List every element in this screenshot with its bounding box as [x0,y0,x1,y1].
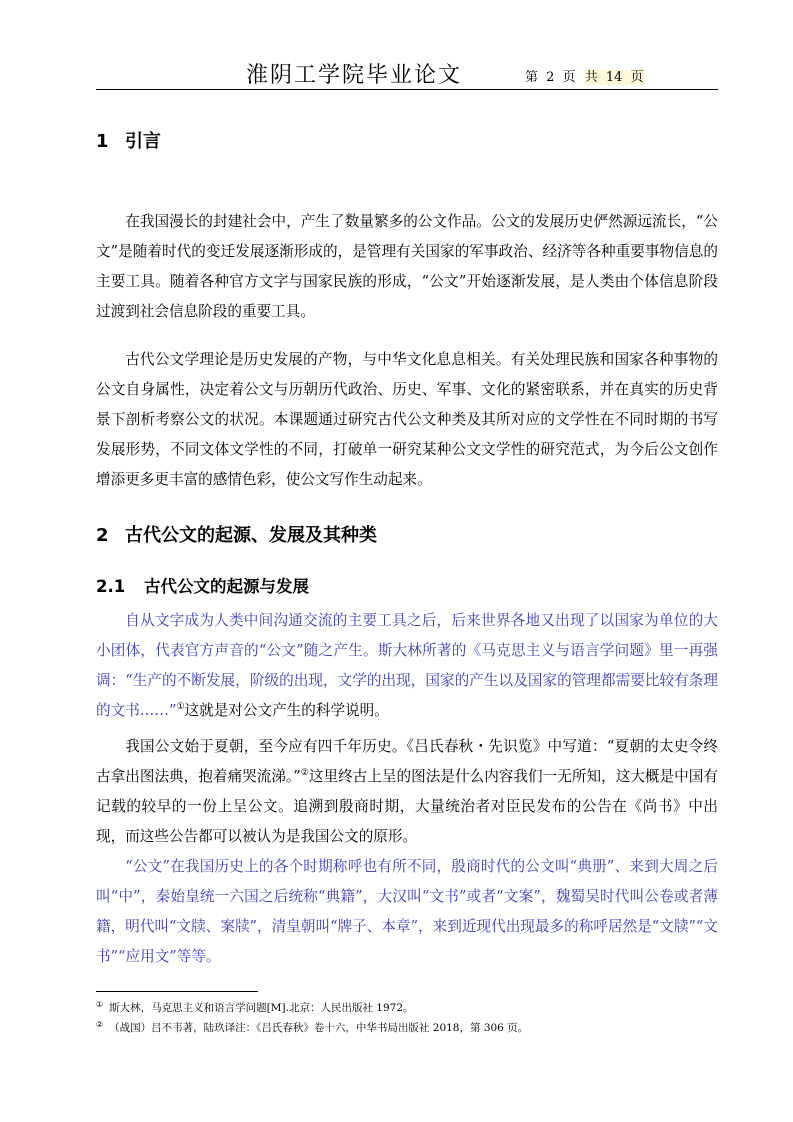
section-title: 古代公文的起源、发展及其种类 [125,525,377,546]
footnote-2 [96,1020,718,1035]
footnote-ref-1[interactable]: ① [176,702,185,712]
footnote-mark: ① [96,1000,104,1009]
subsection-title: 古代公文的起源与发展 [144,577,309,596]
page-header [96,58,718,90]
paragraph-3 [96,606,718,726]
highlighted-text: 自从文字成为人类中间沟通交流的主要工具之后，后来世界各地又出现了以国家为单位的大小团体，代表官方声音的“公文”随之产生。斯大林所著的《马克思主义与语言学问题》里一再强调：“生产的不断发展，阶级的出现，文学的出现，国家的产生以及国家的管理都需要比较有条理的文书……” [96,612,718,719]
footnote-mark: ② [96,1020,104,1029]
footnote-separator [96,991,258,992]
subsection-number: 2.1 [96,577,126,596]
section-number: 2 [96,525,109,546]
footnote-text: （战国）吕不韦著，陆玖译注：《吕氏春秋》卷十六，中华书局出版社 2018，第 306 页。 [109,1022,529,1034]
footnote-ref-2[interactable]: ② [300,768,309,778]
paragraph-2: 古代公文学理论是历史发展的产物，与中华文化息息相关。有关处理民族和国家各种事物的公文自身属性，决定着公文与历朝历代政治、历史、军事、文化的紧密联系，并在真实的历史背景下剖析考察公文的状况。本课题通过研究古代公文种类及其所对应的文学性在不同时期的书写发展形势，不同文体文学性的不同，打破单一研究某种公文文学性的研究范式，为今后公文创作增添更多更丰富的感情色彩，使公文写作生动起来。 [96,351,718,488]
current-page: 第 2 页 [525,70,576,85]
section-heading-1 [96,127,161,153]
section-heading-2 [96,521,377,547]
paragraph-text: 这里终古上呈的图法是什么内容我们一无所知，这大概是中国有记载的较早的一份上呈公文。追溯到殷商时期，大量统治者对臣民发布的公告在《尚书》中出现，而这些公告都可以被认为是我国公文的原形。 [96,768,718,845]
footnote-1 [96,1000,718,1015]
paragraph-5: “公文”在我国历史上的各个时期称呼也有所不同，殷商时代的公文叫“典册”、来到大周之后叫“中”，秦始皇统一六国之后统称“典籍”，大汉叫“文书”或者“文案”，魏蜀吴时代叫公卷或者薄籍，明代叫“文牍、案牍”，清皇朝叫“牌子、本章”，来到近现代出现最多的称呼居然是“文牍”“文书”“应用文”等等。 [96,858,718,965]
footnote-text: 斯大林，马克思主义和语言学问题[M].北京：人民出版社 1972。 [109,1002,414,1014]
section-title: 引言 [125,131,161,152]
paragraph-1: 在我国漫长的封建社会中，产生了数量繁多的公文作品。公文的发展历史俨然源远流长，“公文”是随着时代的变迁发展逐渐形成的，是管理有关国家的军事政治、经济等各种重要事物信息的主要工具。随着各种官方文字与国家民族的形成，“公文”开始逐渐发展，是人类由个体信息阶段过渡到社会信息阶段的重要工具。 [96,213,718,320]
section-number: 1 [96,131,109,152]
total-pages: 共 14 页 [584,70,644,85]
subsection-heading-2-1 [96,573,309,597]
thesis-title: 淮阴工学院毕业论文 [246,63,463,88]
paragraph-text: 这就是对公文产生的科学说明。 [184,702,389,719]
page-number [525,66,645,85]
paragraph-text: 我国公文始于夏朝，至今应有四千年历史。《吕氏春秋・先识览》中写道：“夏朝的太史令终古拿出图法典，抱着痛哭流涕。” [96,738,718,785]
paragraph-4 [96,732,718,852]
